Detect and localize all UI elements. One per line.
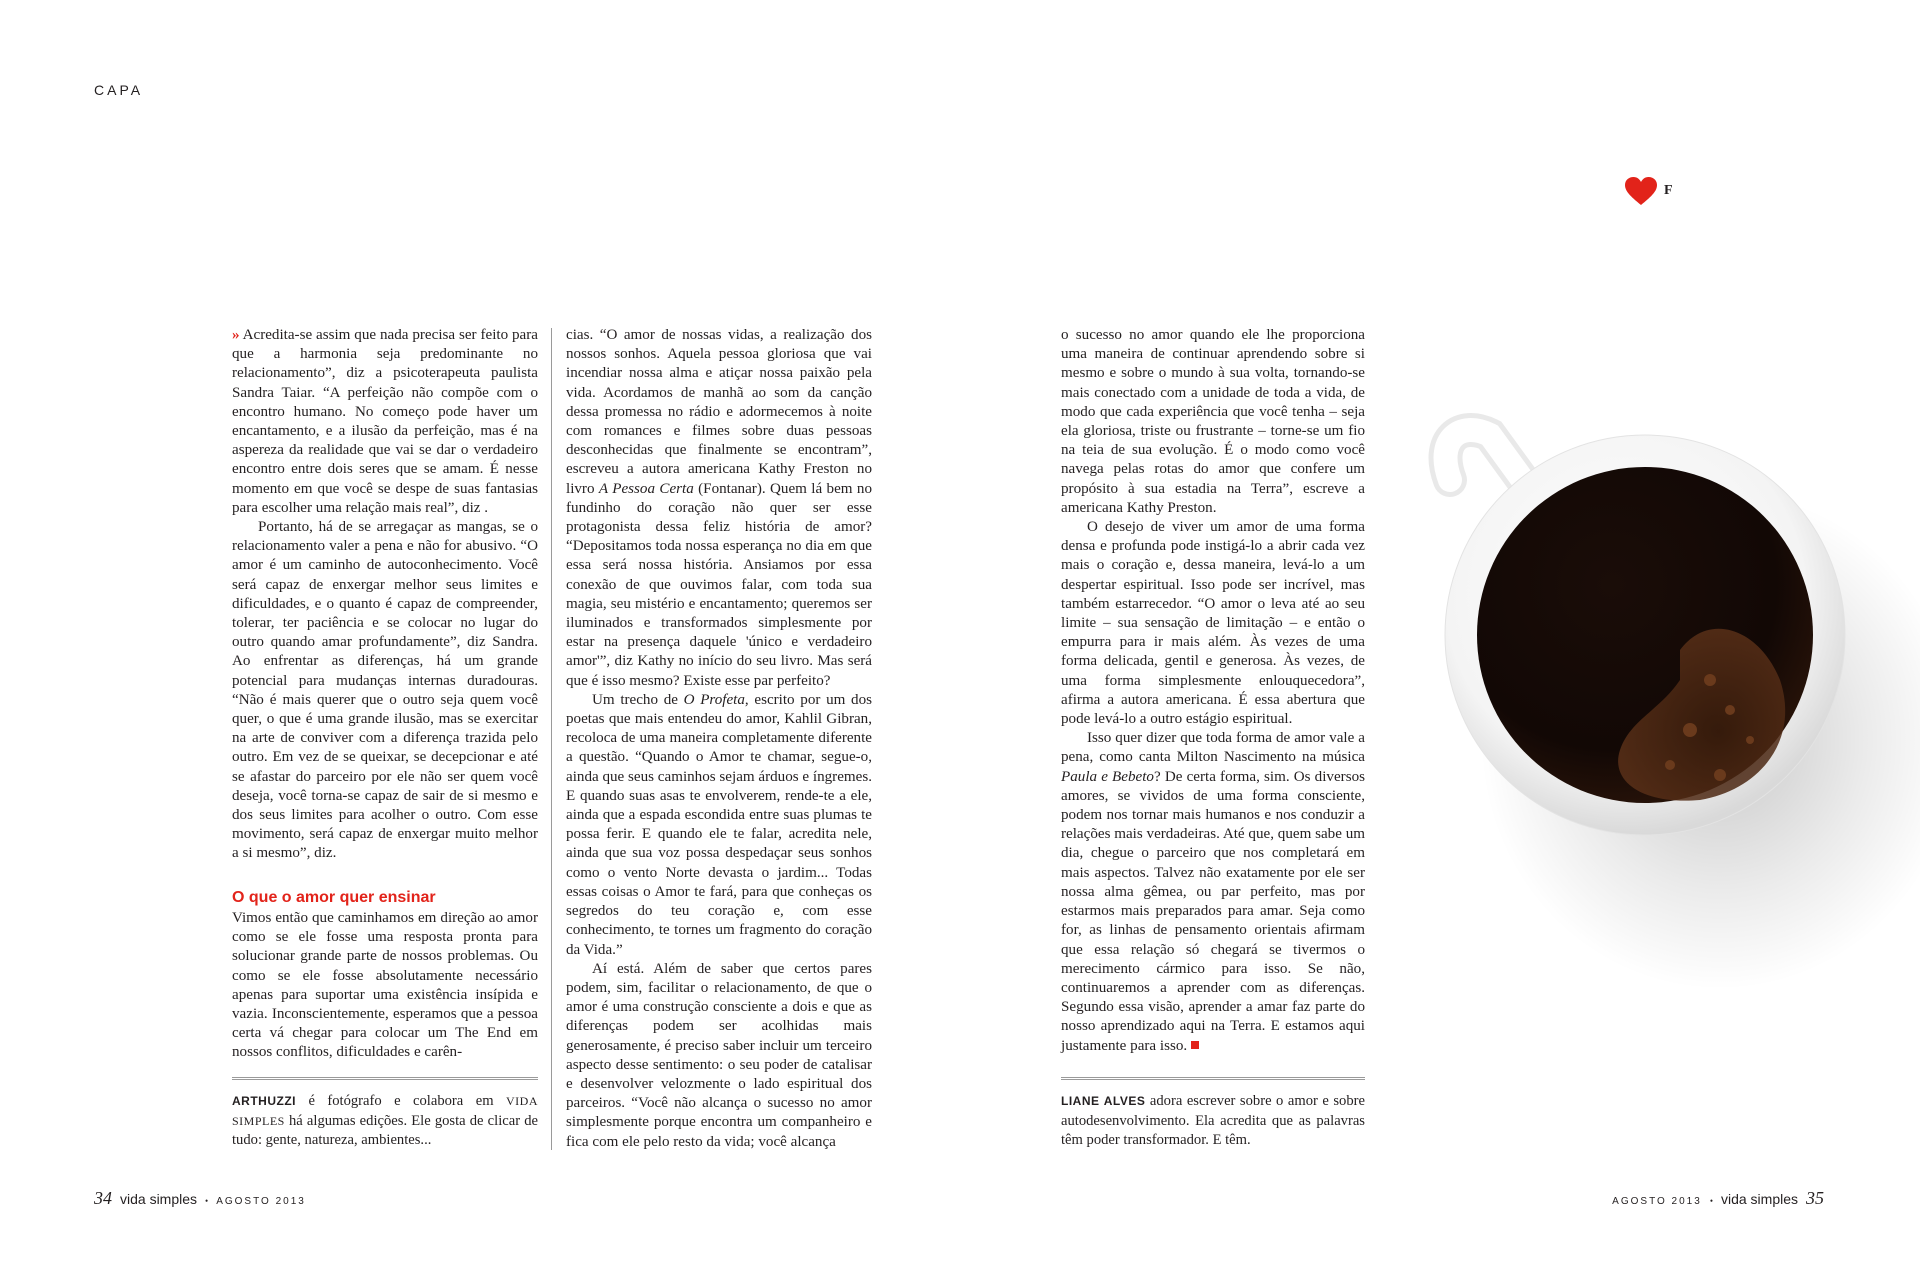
bio-text: adora escrever sobre o amor e sobre autodesenvolvimento. Ela acredita que as palavras têm poder transformador. E têm. xyxy=(1061,1093,1365,1148)
paragraph: Vimos então que caminhamos em direção ao amor como se ele fosse uma resposta pronta para solucionar grande parte de nossos problemas. Ou como se ele fosse absolutamente necessário apenas para suportar uma existência insípida e vazia. Inconscientemente, esperamos que a pessoa certa vá chegar para colocar um The End em nossos conflitos, dificuldades e carên- xyxy=(232,909,538,1061)
footer-right xyxy=(1612,1188,1824,1209)
bio-text: é fotógrafo e colabora em xyxy=(296,1093,506,1109)
song-title: Paula e Bebeto xyxy=(1061,768,1154,785)
article-column-3 xyxy=(1061,326,1365,1056)
paragraph: Isso quer dizer que toda forma de amor vale a pena, como canta Milton Nascimento na música Paula e Bebeto? De certa forma, sim. Os diversos amores, se vividos de uma forma consciente, podem nos tornar mais humanos e nos conduzir a relações mais verdadeiras. Até que, quem sabe um dia, chegue o parceiro que nos completará em mais aspectos. Talvez não exatamente por ele ser nossa alma gêmea, ou par perfeito, mas por estarmos mais preparados para amar. Seja como for, as linhas de pensamento orientais afirmam que essa relação só chegará se tivermos o merecimento cármico para isso. Se não, continuaremos a aprender com as diferenças. Segundo essa visão, aprender a amar faz parte do nosso aprendizado aqui na Terra. E estamos aqui justamente para isso. xyxy=(1061,730,1365,1054)
paragraph: cias. “O amor de nossas vidas, a realização dos nossos sonhos. Aquela pessoa gloriosa que vai incendiar nossa alma e atiçar nossa paixão pela vida. Acordamos de manhã ao som da canção dessa promessa no rádio e adormecemos à noite com romances e filmes sobre duas pessoas desconhecidas que finalmente se encontram”, escreveu a autora americana Kathy Freston no livro A Pessoa Certa (Fontanar). Quem lá bem no fundinho do coração não quer ser esse protagonista dessa feliz história de amor? “Depositamos toda nossa esperança no dia em que essa será nossa história. Ansiamos por essa conexão de que ouvimos falar, com toda sua magia, seu mistério e encantamento; queremos ser iluminados e transformados simplesmente por estar na presença daquele 'único e verdadeiro amor'”, diz Kathy no início do seu livro. Mas será que é isso mesmo? Existe esse par perfeito? xyxy=(566,327,872,689)
magazine-name: vida simples xyxy=(120,1191,198,1207)
continuation-arrow: » xyxy=(232,327,240,343)
paragraph: O desejo de viver um amor de uma forma densa e profunda pode instigá-lo a abrir cada vez mais o coração e, dessa maneira, levá-lo a um despertar espiritual. Isso pode ser incrível, mas também estarrecedor. “O amor o leva até ao seu limite – sua sensação de limitação – e então o empurra para ir mais além. Às vezes de uma forma delicada, gentil e generosa. Às vezes, de uma forma simplesmente enlouquecedora”, afirma a autora americana. É essa abertura que pode levá-lo a outro estágio espiritual. xyxy=(1061,519,1365,728)
bio-rule xyxy=(1061,1077,1365,1080)
article-column-1 xyxy=(232,326,538,1063)
author-bio xyxy=(1061,1077,1365,1151)
paragraph: o sucesso no amor quando ele lhe proporciona uma maneira de continuar aprendendo sobre si mesmo e sobre o mundo à sua volta, tornando-se mais conectado com a unidade de toda a vida, de modo que cada experiência que você tenha – seja ela gloriosa, triste ou frustrante – torne-se um fio na teia de sua evolução. É o modo como você navega pelas rotas do amor que confere um propósito à sua estadia na Terra”, escreve a americana Kathy Preston. xyxy=(1061,327,1365,516)
paragraph-text: Acredita-se assim que nada precisa ser feito para que a harmonia seja predominante no relacionamento”, diz a psicoterapeuta paulista Sandra Taiar. “A perfeição não compõe com o encontro humano. No começo pode haver um encantamento, e a ilusão da perfeição, mas é na aspereza da realidade que vai se dar o verdadeiro encontro entre dois seres que se amam. É nesse momento em que você se despe de suas fantasias para escolher uma relação mais real”, diz . xyxy=(232,327,538,516)
page-number: 34 xyxy=(94,1188,112,1208)
paragraph xyxy=(232,326,538,518)
issue-date: AGOSTO 2013 xyxy=(216,1196,306,1207)
paragraph: Aí está. Além de saber que certos pares podem, sim, facilitar o relacionamento, de que o amor é uma construção consciente a dois e que as diferenças podem ser acolhidas mais generosamente, é preciso saber incluir um terceiro aspecto desse sentimento: o seu poder de catalisar e desenvolver velozmente o lado espiritual dos parceiros. “Você não alcança o sucesso no amor simplesmente porque encontra um companheiro e fica com ele pelo resto da vida; você alcança xyxy=(566,960,872,1150)
paragraph: Portanto, há de se arregaçar as mangas, se o relacionamento valer a pena e não for abusivo. “O amor é um caminho de autoconhecimento. Você será capaz de enxergar melhor seus limites e dificuldades, e o quanto é capaz de compreender, tolerar, ter paciência e se colocar no lugar do outro quando amar profundamente”, diz Sandra. Ao enfrentar as diferenças, há um grande potencial para mudanças internas duradouras. “Não é mais querer que o outro seja quem você quer, o que é uma grande ilusão, mas se exercitar na arte de conviver com a diferença trazida pelo outro. Em vez de se queixar, se decepcionar e até se afastar do parceiro por ele não ser quem você deseja, você torna-se capaz de sair de si mesmo e dos seus limites para acolher o outro. Com esse movimento, será capaz de enxergar muito melhor a si mesmo”, diz. xyxy=(232,519,538,862)
bio-name: LIANE ALVES xyxy=(1061,1094,1146,1108)
section-label: CAPA xyxy=(94,82,144,98)
bio-text: há algumas edições. Ele gosta de clicar de tudo: gente, natureza, ambientes... xyxy=(232,1112,538,1148)
end-mark-icon xyxy=(1191,1041,1199,1049)
magazine-name: vida simples xyxy=(1720,1191,1798,1207)
magazine-name: VIDA SIMPLES xyxy=(232,1094,538,1128)
book-title: O Profeta xyxy=(683,691,745,708)
column-divider xyxy=(551,328,552,1150)
issue-date: AGOSTO 2013 xyxy=(1612,1196,1702,1207)
separator: • xyxy=(205,1196,209,1206)
bio-name: ARTHUZZI xyxy=(232,1094,296,1108)
subheading: O que o amor quer ensinar xyxy=(232,888,436,906)
page-number: 35 xyxy=(1806,1188,1824,1208)
article-column-2 xyxy=(566,326,872,1152)
heart-icon xyxy=(1624,176,1658,206)
heart-letter: F xyxy=(1664,183,1673,198)
photographer-bio xyxy=(232,1077,538,1151)
separator: • xyxy=(1709,1196,1713,1206)
coffee-cup-icon xyxy=(1380,380,1920,1000)
paragraph: Um trecho de O Profeta, escrito por um dos poetas que mais entendeu do amor, Kahlil Gibran, recoloca de uma maneira completamente diferente a questão. “Quando o Amor te chamar, segue-o, ainda que seus caminhos sejam árduos e íngremes. E quando suas asas te envolverem, rende-te a ele, ainda que a espada escondida entre suas plumas te possa ferir. E quando ele te falar, acredita nele, ainda que sua voz possa despedaçar seus sonhos como o vento Norte devasta o jardim... Todas essas coisas o Amor te fará, para que conheças os segredos do teu coração e, com esse conhecimento, te tornes um fragmento do coração da Vida.” xyxy=(566,691,872,958)
book-title: A Pessoa Certa xyxy=(598,480,694,497)
footer-left xyxy=(94,1188,306,1209)
bio-rule xyxy=(232,1077,538,1080)
section-mark xyxy=(1624,176,1673,206)
